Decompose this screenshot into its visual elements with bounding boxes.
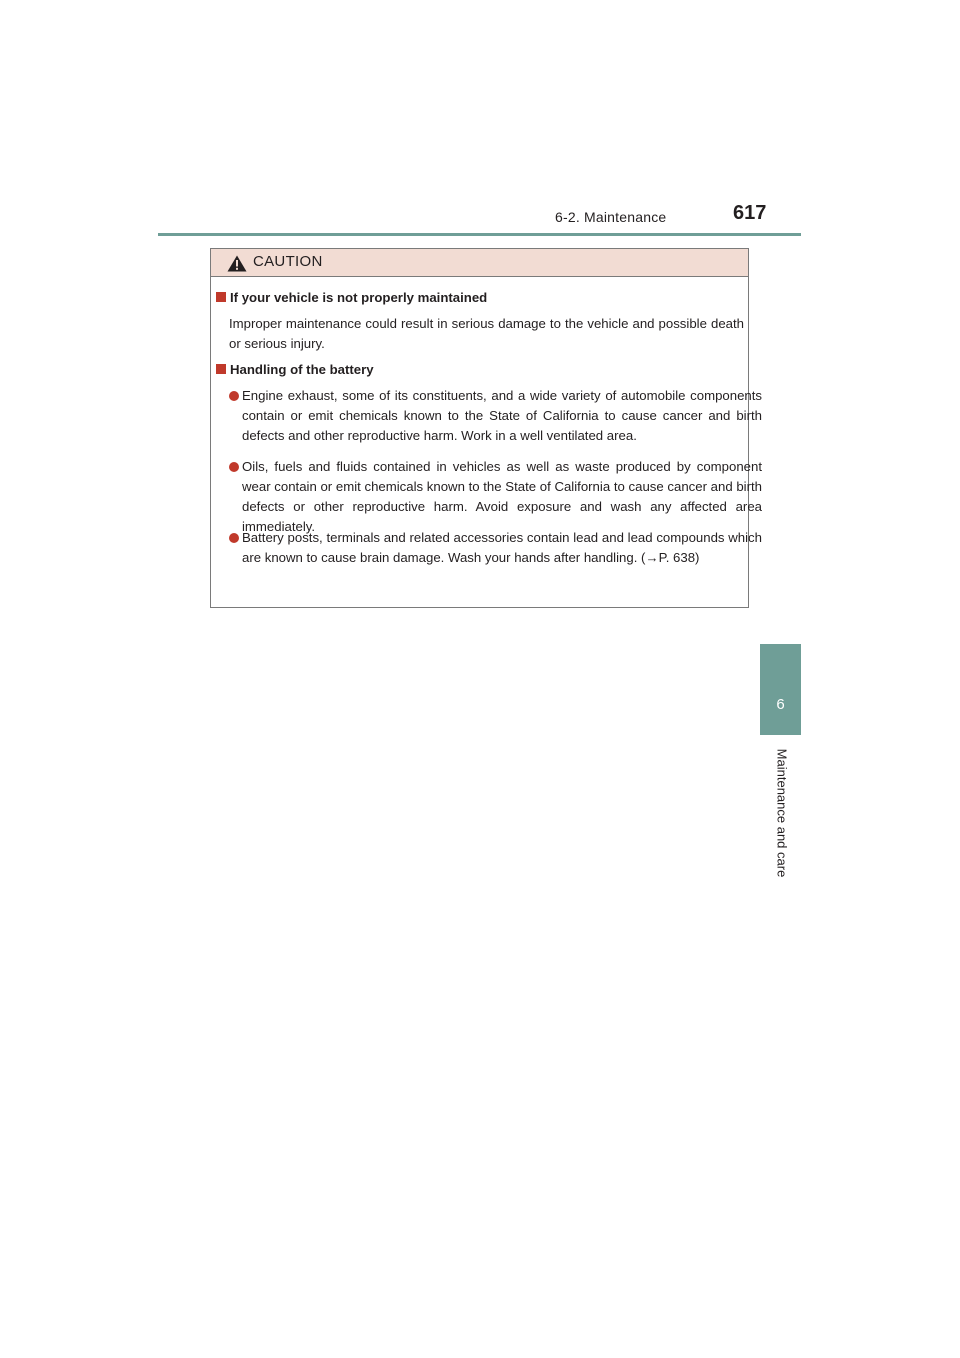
chapter-label: Maintenance and care: [774, 748, 790, 878]
section-title: 6-2. Maintenance: [555, 209, 667, 225]
caution-label: CAUTION: [253, 253, 323, 270]
section-heading: [216, 360, 374, 380]
section-heading-text: Handling of the battery: [230, 362, 374, 377]
square-bullet-icon: [216, 292, 226, 302]
page-number: 617: [733, 202, 767, 224]
caution-box: [210, 248, 762, 608]
list-item-text: Engine exhaust, some of its constituents, and a wide variety of automobile components contain or emit chemicals known to the State of California to cause cancer and birth defects and other reproductive harm. Work in a well ventilated area.: [242, 388, 762, 443]
square-bullet-icon: [216, 364, 226, 374]
section-heading-text: If your vehicle is not properly maintained: [230, 290, 488, 305]
list-item-text: Battery posts, terminals and related accessories contain lead and lead compounds which are known to cause brain damage. Wash your hands after handling. (→P. 638): [242, 530, 762, 565]
chapter-tab: [760, 644, 801, 735]
caution-header: [211, 249, 748, 277]
list-item-text: Oils, fuels and fluids contained in vehicles as well as waste produced by component wear contain or emit chemicals known to the State of California to cause cancer and birth defects or other reproductive harm. Avoid exposure and wash any affected area immediately.: [242, 459, 762, 534]
header-rule: [158, 233, 801, 236]
bullet-dot-icon: [229, 391, 239, 401]
bullet-dot-icon: [229, 462, 239, 472]
chapter-number: 6: [776, 696, 785, 713]
warning-triangle-icon: [227, 255, 247, 272]
section-paragraph: Improper maintenance could result in serious damage to the vehicle and possible death or serious injury.: [229, 316, 744, 351]
page-header: [0, 0, 960, 240]
section-heading: [216, 288, 487, 308]
bullet-dot-icon: [229, 533, 239, 543]
